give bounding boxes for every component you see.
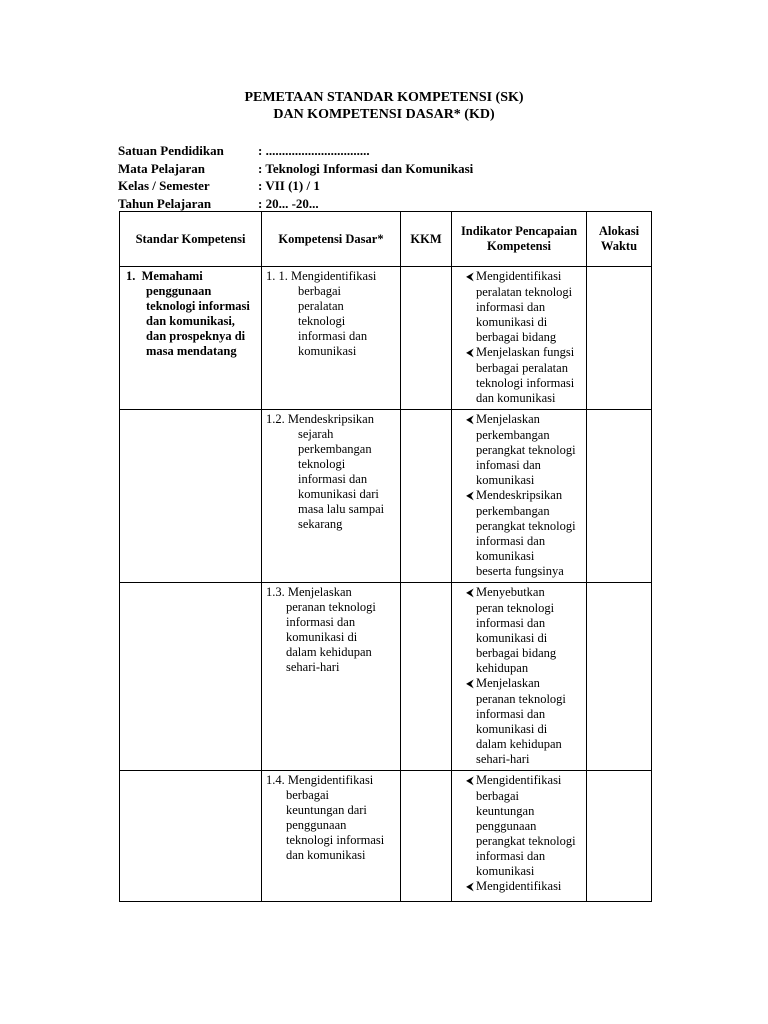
kkm-cell [401, 410, 452, 583]
indicator-item [466, 412, 584, 488]
table-row [120, 583, 652, 771]
table-row [120, 267, 652, 410]
header-alokasi-line-2: Waktu [600, 239, 638, 253]
kd-body [266, 600, 396, 675]
standar-kompetensi-cell [120, 771, 262, 902]
indicator-line: informasi dan [476, 300, 546, 314]
kd-line: komunikasi di [286, 630, 358, 644]
indikator-cell [452, 583, 587, 771]
info-row-mata-pelajaran [118, 160, 473, 178]
indicator-line: ⮜ Menjelaskan [466, 676, 540, 690]
kd-line: peralatan [298, 299, 344, 313]
kd-line: informasi dan [286, 615, 356, 629]
arrow-bullet-icon: ⮜ [466, 271, 474, 283]
indikator-cell [452, 267, 587, 410]
header-alokasi-line-1: Alokasi [598, 224, 640, 238]
sk-line: dan prospeknya di [146, 329, 246, 343]
indicator-line: perangkat teknologi [476, 519, 576, 533]
indicator-item [466, 773, 584, 879]
kd-line: dalam kehidupan [286, 645, 372, 659]
info-value: : 20... -20... [258, 195, 319, 211]
standar-kompetensi-cell [120, 267, 262, 410]
indicator-line: informasi dan [476, 707, 546, 721]
kd-line: sekarang [298, 517, 343, 531]
indicator-line: berbagai bidang [476, 330, 557, 344]
kd-line: peranan teknologi [286, 600, 376, 614]
sk-line: masa mendatang [146, 344, 237, 358]
arrow-bullet-icon: ⮜ [466, 678, 474, 690]
kd-line: dan komunikasi [286, 848, 366, 862]
kd-line: informasi dan [298, 472, 368, 486]
indicator-line: perkembangan [476, 428, 550, 442]
indicator-item [466, 676, 584, 767]
kd-line: keuntungan dari [286, 803, 367, 817]
indicator-line: infomasi dan [476, 458, 541, 472]
kd-line: komunikasi [298, 344, 357, 358]
sk-body [126, 284, 257, 359]
kd-body [266, 427, 396, 532]
indikator-cell [452, 771, 587, 902]
indicator-line: dalam kehidupan [476, 737, 562, 751]
indicator-item [466, 488, 584, 579]
indicator-line: berbagai peralatan [476, 361, 568, 375]
kd-line: informasi dan [298, 329, 368, 343]
kd-line: teknologi informasi [286, 833, 385, 847]
indicator-line: perangkat teknologi [476, 834, 576, 848]
info-row-kelas-semester [118, 177, 473, 195]
indicator-item [466, 269, 584, 345]
alokasi-waktu-cell [587, 583, 652, 771]
info-value: : VII (1) / 1 [258, 178, 320, 193]
indicator-item [466, 879, 584, 895]
indikator-cell [452, 410, 587, 583]
alokasi-waktu-cell [587, 771, 652, 902]
indicator-line: peralatan teknologi [476, 285, 573, 299]
kd-line: sehari-hari [286, 660, 340, 674]
info-row-satuan-pendidikan [118, 142, 473, 160]
indicator-line: peranan teknologi [476, 692, 566, 706]
indicator-item [466, 345, 584, 406]
kd-line: teknologi [298, 314, 346, 328]
kd-line: teknologi [298, 457, 346, 471]
kompetensi-dasar-cell [262, 410, 401, 583]
indicator-item [466, 585, 584, 676]
table-row [120, 410, 652, 583]
sk-line: Memahami [141, 269, 203, 283]
sk-line: penggunaan [146, 284, 212, 298]
indicator-line: komunikasi di [476, 315, 548, 329]
kkm-cell [401, 267, 452, 410]
arrow-bullet-icon: ⮜ [466, 775, 474, 787]
indicator-line: komunikasi di [476, 631, 548, 645]
kd-line: penggunaan [286, 818, 347, 832]
document-info-block [118, 142, 473, 212]
info-value: : ................................ [258, 143, 370, 158]
header-indikator [452, 212, 587, 267]
table-row [120, 771, 652, 902]
arrow-bullet-icon: ⮜ [466, 881, 474, 893]
indicator-line: informasi dan [476, 616, 546, 630]
kd-line: perkembangan [298, 442, 372, 456]
kd-line: berbagai [286, 788, 330, 802]
standar-kompetensi-cell [120, 410, 262, 583]
arrow-bullet-icon: ⮜ [466, 587, 474, 599]
header-kompetensi-dasar: Kompetensi Dasar* [262, 212, 401, 267]
indicator-line: komunikasi [476, 864, 535, 878]
indicator-line: ⮜ Mendeskripsikan [466, 488, 563, 502]
arrow-bullet-icon: ⮜ [466, 347, 474, 359]
kd-line: komunikasi dari [298, 487, 379, 501]
kd-body [266, 284, 396, 359]
header-standar-kompetensi: Standar Kompetensi [120, 212, 262, 267]
info-value: : Teknologi Informasi dan Komunikasi [258, 160, 474, 176]
indicator-line: ⮜ Menjelaskan fungsi [466, 345, 575, 359]
arrow-bullet-icon: ⮜ [466, 414, 474, 426]
competency-mapping-table [119, 211, 652, 902]
kd-heading: 1. 1. Mengidentifikasi [266, 269, 377, 283]
header-alokasi-waktu [587, 212, 652, 267]
kompetensi-dasar-cell [262, 771, 401, 902]
indicator-line: ⮜ Menyebutkan [466, 585, 545, 599]
indicator-line: berbagai [476, 789, 520, 803]
alokasi-waktu-cell [587, 410, 652, 583]
sk-number: 1. [126, 269, 136, 283]
kd-line: masa lalu sampai [298, 502, 385, 516]
info-label: Mata Pelajaran [118, 160, 206, 176]
kd-heading: 1.4. Mengidentifikasi [266, 773, 374, 787]
kd-body [266, 788, 396, 863]
indicator-line: keuntungan [476, 804, 535, 818]
info-row-tahun-pelajaran [118, 195, 473, 213]
indicator-line: perangkat teknologi [476, 443, 576, 457]
standar-kompetensi-cell [120, 583, 262, 771]
indicator-line: dan komunikasi [476, 391, 556, 405]
table-header-row [120, 212, 652, 267]
indicator-line: informasi dan [476, 534, 546, 548]
kkm-cell [401, 771, 452, 902]
indicator-line: sehari-hari [476, 752, 530, 766]
indicator-line: kehidupan [476, 661, 529, 675]
info-label: Satuan Pendidikan [118, 143, 224, 158]
indicator-line: teknologi informasi [476, 376, 575, 390]
indicator-line: komunikasi [476, 549, 535, 563]
indicator-line: komunikasi di [476, 722, 548, 736]
kd-line: sejarah [298, 427, 334, 441]
indicator-line: informasi dan [476, 849, 546, 863]
header-kkm: KKM [401, 212, 452, 267]
sk-line: dan komunikasi, [146, 314, 235, 328]
indicator-line: berbagai bidang [476, 646, 557, 660]
kompetensi-dasar-cell [262, 583, 401, 771]
indicator-line: beserta fungsinya [476, 564, 564, 578]
header-indikator-line-1: Indikator Pencapaian [460, 224, 578, 238]
kompetensi-dasar-cell [262, 267, 401, 410]
document-title-line-2: DAN KOMPETENSI DASAR* (KD) [273, 107, 495, 122]
sk-line: teknologi informasi [146, 299, 250, 313]
info-label: Tahun Pelajaran [118, 195, 212, 211]
indicator-line: komunikasi [476, 473, 535, 487]
indicator-line: penggunaan [476, 819, 537, 833]
document-title-line-1: PEMETAAN STANDAR KOMPETENSI (SK) [244, 90, 524, 105]
indicator-line: ⮜ Mengidentifikasi [466, 269, 562, 283]
kd-heading: 1.3. Menjelaskan [266, 585, 352, 599]
header-indikator-line-2: Kompetensi [487, 239, 551, 253]
indicator-line: ⮜ Menjelaskan [466, 412, 540, 426]
indicator-line: perkembangan [476, 504, 550, 518]
indicator-line: ⮜ Mengidentifikasi [466, 879, 562, 893]
kd-line: berbagai [298, 284, 342, 298]
info-label: Kelas / Semester [118, 178, 210, 193]
indicator-line: peran teknologi [476, 601, 555, 615]
kkm-cell [401, 583, 452, 771]
indicator-line: ⮜ Mengidentifikasi [466, 773, 562, 787]
kd-heading: 1.2. Mendeskripsikan [266, 412, 374, 426]
alokasi-waktu-cell [587, 267, 652, 410]
sk-first-line [126, 269, 257, 284]
arrow-bullet-icon: ⮜ [466, 490, 474, 502]
